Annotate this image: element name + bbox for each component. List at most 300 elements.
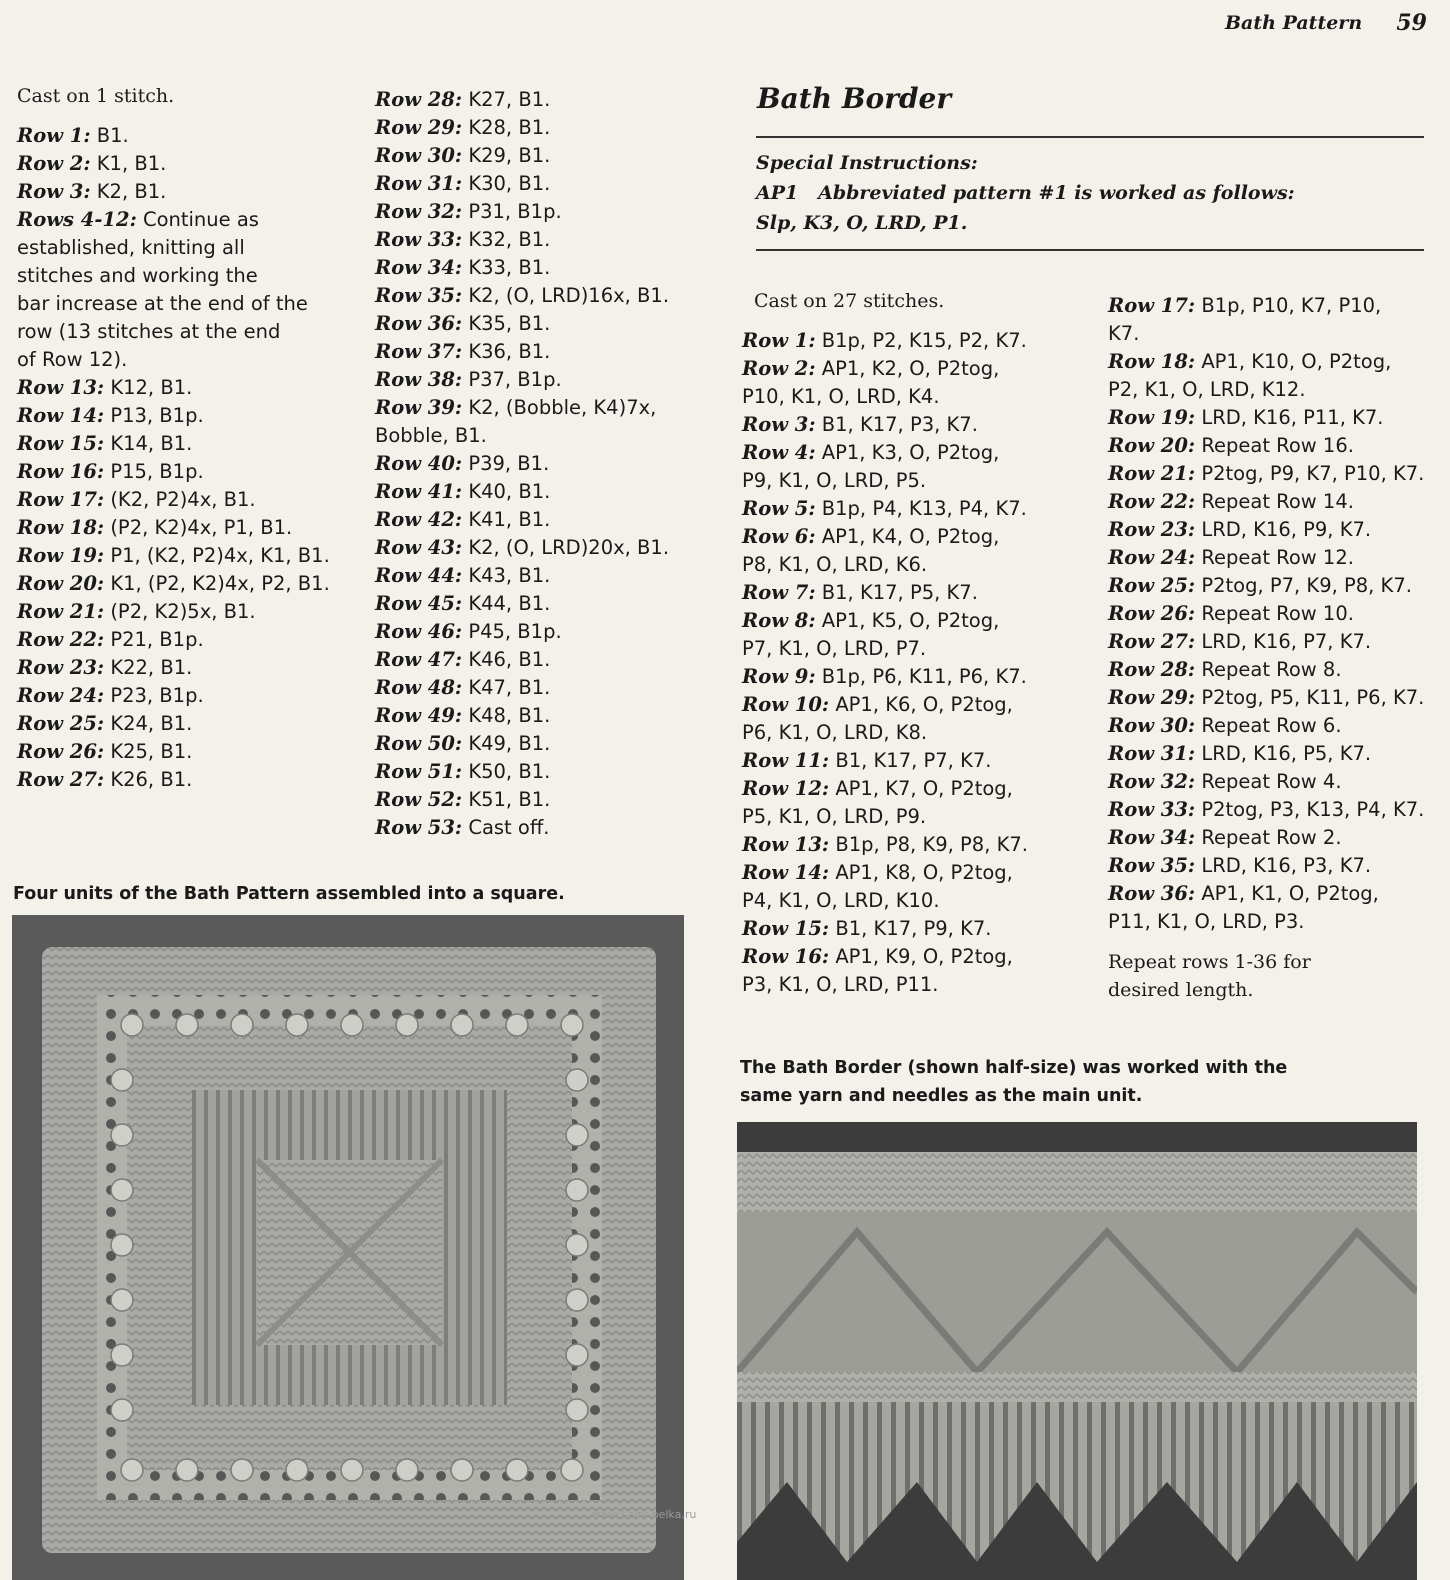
pattern-row (742, 943, 1082, 971)
row-instruction: P37, B1p. (462, 368, 562, 391)
pattern-row (17, 710, 357, 738)
row-label: Row 16: (742, 945, 830, 968)
row-instruction: of Row 12). (17, 348, 128, 371)
row-label: Row 2: (742, 357, 816, 380)
row-label: Row 4: (742, 441, 816, 464)
row-label: Row 48: (375, 676, 463, 699)
pattern-row (1108, 684, 1438, 712)
row-instruction: AP1, K9, O, P2tog, (829, 945, 1013, 968)
row-label: Row 36: (1108, 882, 1196, 905)
pattern-row (742, 327, 1082, 355)
pattern-row (742, 467, 1082, 495)
pattern-row (742, 719, 1082, 747)
pattern-row (375, 338, 715, 366)
row-instruction: P2, K1, O, LRD, K12. (1108, 378, 1306, 401)
row-label: Row 19: (17, 544, 105, 567)
row-instruction: P2tog, P3, K13, P4, K7. (1195, 798, 1425, 821)
row-label: Row 6: (742, 525, 816, 548)
pattern-row (742, 775, 1082, 803)
pattern-row (17, 402, 357, 430)
row-instruction: K29, B1. (462, 144, 551, 167)
row-instruction: AP1, K6, O, P2tog, (829, 693, 1013, 716)
row-instruction: P31, B1p. (462, 200, 562, 223)
pattern-row (17, 290, 357, 318)
pattern-row (1108, 852, 1438, 880)
row-instruction: K24, B1. (104, 712, 193, 735)
pattern-row (375, 310, 715, 338)
pattern-row (375, 478, 715, 506)
pattern-row (17, 570, 357, 598)
row-label: Row 34: (375, 256, 463, 279)
pattern-row (742, 495, 1082, 523)
row-instruction: B1p, P8, K9, P8, K7. (829, 833, 1028, 856)
watermark: www.Lady-belka.ru (592, 1508, 697, 1521)
pattern-row (1108, 488, 1438, 516)
row-instruction: AP1, K8, O, P2tog, (829, 861, 1013, 884)
pattern-row (17, 318, 357, 346)
row-instruction: B1p, P6, K11, P6, K7. (815, 665, 1027, 688)
row-label: Row 5: (742, 497, 816, 520)
pattern-row (1108, 516, 1438, 544)
row-instruction: (P2, K2)4x, P1, B1. (104, 516, 293, 539)
pattern-row (17, 514, 357, 542)
row-label: Row 21: (1108, 462, 1196, 485)
pattern-row (742, 971, 1082, 999)
row-instruction: K48, B1. (462, 704, 551, 727)
border-column-2 (1108, 292, 1438, 1004)
row-instruction: K32, B1. (462, 228, 551, 251)
row-label: Row 27: (1108, 630, 1196, 653)
square-caption: Four units of the Bath Pattern assembled into a square. (13, 884, 565, 904)
row-label: Row 17: (17, 488, 105, 511)
row-label: Row 41: (375, 480, 463, 503)
row-instruction: P11, K1, O, LRD, P3. (1108, 910, 1305, 933)
row-instruction: K47, B1. (462, 676, 551, 699)
cast-on-text: Cast on 27 stitches. (754, 290, 945, 312)
row-instruction: B1, K17, P5, K7. (815, 581, 978, 604)
row-instruction: P9, K1, O, LRD, P5. (742, 469, 927, 492)
pattern-row (742, 803, 1082, 831)
pattern-row (1108, 600, 1438, 628)
ap1-label: AP1 (756, 182, 799, 204)
pattern-row (375, 758, 715, 786)
knitted-square-photo (12, 915, 684, 1580)
row-instruction: LRD, K16, P9, K7. (1195, 518, 1372, 541)
pattern-row (1108, 628, 1438, 656)
row-instruction: K36, B1. (462, 340, 551, 363)
row-label: Row 23: (17, 656, 105, 679)
row-instruction: B1. (90, 124, 129, 147)
pattern-row (375, 254, 715, 282)
row-instruction: K1, B1. (90, 152, 167, 175)
pattern-row (1108, 740, 1438, 768)
ap1-text: Abbreviated pattern #1 is worked as follows: (818, 182, 1295, 204)
row-list (1108, 292, 1438, 936)
row-label: Row 11: (742, 749, 830, 772)
row-instruction: K50, B1. (462, 760, 551, 783)
pattern-row (17, 234, 357, 262)
pattern-row (375, 142, 715, 170)
pattern-row (375, 786, 715, 814)
pattern-row (375, 618, 715, 646)
pattern-row (742, 691, 1082, 719)
pattern-row (17, 150, 357, 178)
row-list (17, 122, 357, 794)
row-instruction: Repeat Row 4. (1195, 770, 1342, 793)
row-instruction: Repeat Row 16. (1195, 434, 1354, 457)
row-label: Row 47: (375, 648, 463, 671)
pattern-row (375, 814, 715, 842)
row-label: Row 51: (375, 760, 463, 783)
pattern-row (17, 346, 357, 374)
pattern-row (375, 646, 715, 674)
row-instruction: K22, B1. (104, 656, 193, 679)
pattern-row (742, 579, 1082, 607)
row-label: Row 45: (375, 592, 463, 615)
row-label: Row 14: (17, 404, 105, 427)
pattern-row (375, 590, 715, 618)
row-label: Rows 4-12: (17, 208, 137, 231)
pattern-row (742, 915, 1082, 943)
repeat-note (1108, 948, 1438, 1004)
pattern-row (17, 766, 357, 794)
pattern-row (375, 198, 715, 226)
row-instruction: K49, B1. (462, 732, 551, 755)
row-instruction: Repeat Row 10. (1195, 602, 1354, 625)
row-label: Row 8: (742, 609, 816, 632)
pattern-row (1108, 544, 1438, 572)
row-instruction: Repeat Row 8. (1195, 658, 1342, 681)
row-label: Row 50: (375, 732, 463, 755)
pattern-row (742, 663, 1082, 691)
row-label: Row 25: (17, 712, 105, 735)
row-instruction: P13, B1p. (104, 404, 204, 427)
row-label: Row 25: (1108, 574, 1196, 597)
row-label: Row 3: (17, 180, 91, 203)
row-instruction: K26, B1. (104, 768, 193, 791)
pattern-row (375, 534, 715, 562)
pattern-row (17, 654, 357, 682)
divider (756, 249, 1424, 251)
cast-on-text: Cast on 1 stitch. (17, 85, 175, 107)
pattern-row (375, 226, 715, 254)
row-label: Row 29: (1108, 686, 1196, 709)
row-instruction: established, knitting all (17, 236, 245, 259)
row-instruction: LRD, K16, P7, K7. (1195, 630, 1372, 653)
row-instruction: (P2, K2)5x, B1. (104, 600, 256, 623)
pattern-row (17, 738, 357, 766)
row-instruction: P2tog, P5, K11, P6, K7. (1195, 686, 1425, 709)
pattern-column-2 (375, 86, 715, 842)
pattern-row (17, 682, 357, 710)
row-instruction: K1, (P2, K2)4x, P2, B1. (104, 572, 330, 595)
row-label: Row 7: (742, 581, 816, 604)
pattern-row (742, 635, 1082, 663)
border-caption-line: The Bath Border (shown half-size) was worked with the (740, 1058, 1288, 1078)
row-instruction: K27, B1. (462, 88, 551, 111)
row-instruction: P39, B1. (462, 452, 550, 475)
pattern-row (375, 450, 715, 478)
row-label: Row 17: (1108, 294, 1196, 317)
pattern-row (742, 411, 1082, 439)
row-instruction: K2, (O, LRD)20x, B1. (462, 536, 670, 559)
pattern-row (1108, 572, 1438, 600)
pattern-row (1108, 796, 1438, 824)
row-label: Row 14: (742, 861, 830, 884)
pattern-row (1108, 460, 1438, 488)
pattern-row (375, 702, 715, 730)
row-label: Row 9: (742, 665, 816, 688)
pattern-row (17, 122, 357, 150)
row-label: Row 44: (375, 564, 463, 587)
row-instruction: K33, B1. (462, 256, 551, 279)
pattern-row (375, 422, 715, 450)
row-instruction: AP1, K5, O, P2tog, (815, 609, 1000, 632)
pattern-row (742, 831, 1082, 859)
pattern-row (375, 86, 715, 114)
row-label: Row 18: (17, 516, 105, 539)
row-label: Row 30: (1108, 714, 1196, 737)
row-label: Row 49: (375, 704, 463, 727)
row-label: Row 31: (1108, 742, 1196, 765)
row-instruction: (K2, P2)4x, B1. (104, 488, 256, 511)
row-label: Row 42: (375, 508, 463, 531)
pattern-column-1 (17, 82, 357, 794)
row-instruction: K41, B1. (462, 508, 551, 531)
row-instruction: Bobble, B1. (375, 424, 487, 447)
row-label: Row 39: (375, 396, 463, 419)
row-instruction: K12, B1. (104, 376, 193, 399)
pattern-row (1108, 656, 1438, 684)
row-label: Row 46: (375, 620, 463, 643)
pattern-row (1108, 320, 1438, 348)
pattern-row (17, 206, 357, 234)
border-column-1 (742, 287, 1082, 999)
row-label: Row 15: (742, 917, 830, 940)
pattern-row (742, 383, 1082, 411)
row-label: Row 1: (742, 329, 816, 352)
row-label: Row 33: (1108, 798, 1196, 821)
pattern-row (375, 114, 715, 142)
row-label: Row 24: (17, 684, 105, 707)
row-instruction: K25, B1. (104, 740, 193, 763)
row-label: Row 34: (1108, 826, 1196, 849)
row-instruction: P3, K1, O, LRD, P11. (742, 973, 939, 996)
row-instruction: P45, B1p. (462, 620, 562, 643)
row-instruction: P7, K1, O, LRD, P7. (742, 637, 927, 660)
knitted-border-photo (737, 1122, 1417, 1580)
border-caption (740, 1054, 1287, 1110)
pattern-row (1108, 908, 1438, 936)
row-instruction: Repeat Row 6. (1195, 714, 1342, 737)
pattern-row (742, 439, 1082, 467)
row-label: Row 27: (17, 768, 105, 791)
row-instruction: AP1, K3, O, P2tog, (815, 441, 1000, 464)
row-instruction: AP1, K2, O, P2tog, (815, 357, 1000, 380)
row-instruction: bar increase at the end of the (17, 292, 308, 315)
pattern-row (1108, 292, 1438, 320)
row-label: Row 16: (17, 460, 105, 483)
row-label: Row 18: (1108, 350, 1196, 373)
row-label: Row 2: (17, 152, 91, 175)
row-instruction: K44, B1. (462, 592, 551, 615)
pattern-row (17, 458, 357, 486)
pattern-row (375, 282, 715, 310)
ap1-line (756, 178, 1295, 208)
pattern-row (375, 506, 715, 534)
row-list (375, 86, 715, 842)
row-instruction: P2tog, P7, K9, P8, K7. (1195, 574, 1412, 597)
row-instruction: K14, B1. (104, 432, 193, 455)
row-instruction: P15, B1p. (104, 460, 204, 483)
row-label: Row 22: (17, 628, 105, 651)
row-instruction: AP1, K10, O, P2tog, (1195, 350, 1392, 373)
row-instruction: P6, K1, O, LRD, K8. (742, 721, 928, 744)
row-label: Row 19: (1108, 406, 1196, 429)
pattern-row (17, 430, 357, 458)
divider (756, 136, 1424, 138)
pattern-row (17, 542, 357, 570)
row-label: Row 26: (17, 740, 105, 763)
row-instruction: AP1, K1, O, P2tog, (1195, 882, 1379, 905)
pattern-row (375, 562, 715, 590)
pattern-row (1108, 348, 1438, 376)
row-label: Row 28: (1108, 658, 1196, 681)
row-label: Row 53: (375, 816, 463, 839)
special-instructions (756, 148, 1295, 238)
row-instruction: Cast off. (462, 816, 550, 839)
pattern-row (17, 626, 357, 654)
section-title: Bath Border (757, 82, 952, 115)
page-number: 59 (1396, 10, 1427, 36)
row-label: Row 40: (375, 452, 463, 475)
row-label: Row 3: (742, 413, 816, 436)
row-instruction: P5, K1, O, LRD, P9. (742, 805, 927, 828)
row-instruction: B1p, P2, K15, P2, K7. (815, 329, 1027, 352)
pattern-row (742, 551, 1082, 579)
special-heading: Special Instructions: (756, 152, 978, 174)
pattern-row (742, 859, 1082, 887)
row-label: Row 1: (17, 124, 91, 147)
row-instruction: B1p, P10, K7, P10, (1195, 294, 1382, 317)
row-label: Row 24: (1108, 546, 1196, 569)
running-head (1225, 8, 1435, 38)
row-instruction: LRD, K16, P5, K7. (1195, 742, 1372, 765)
pattern-row (1108, 712, 1438, 740)
row-instruction: LRD, K16, P11, K7. (1195, 406, 1384, 429)
row-label: Row 36: (375, 312, 463, 335)
row-label: Row 35: (1108, 854, 1196, 877)
row-label: Row 52: (375, 788, 463, 811)
pattern-row (375, 394, 715, 422)
row-label: Row 15: (17, 432, 105, 455)
row-instruction: K51, B1. (462, 788, 551, 811)
row-instruction: P10, K1, O, LRD, K4. (742, 385, 940, 408)
pattern-row (742, 607, 1082, 635)
row-instruction: P8, K1, O, LRD, K6. (742, 553, 928, 576)
row-instruction: P1, (K2, P2)4x, K1, B1. (104, 544, 330, 567)
row-instruction: B1, K17, P3, K7. (815, 413, 978, 436)
pattern-row (375, 730, 715, 758)
pattern-row (1108, 404, 1438, 432)
pattern-row (17, 486, 357, 514)
border-caption-line: same yarn and needles as the main unit. (740, 1086, 1143, 1106)
repeat-note-line: desired length. (1108, 979, 1254, 1001)
pattern-row (742, 887, 1082, 915)
row-label: Row 23: (1108, 518, 1196, 541)
row-instruction: K35, B1. (462, 312, 551, 335)
row-instruction: Repeat Row 2. (1195, 826, 1342, 849)
row-label: Row 22: (1108, 490, 1196, 513)
pattern-row (1108, 376, 1438, 404)
row-list (742, 327, 1082, 999)
row-label: Row 21: (17, 600, 105, 623)
row-label: Row 31: (375, 172, 463, 195)
pattern-row (17, 262, 357, 290)
pattern-row (742, 523, 1082, 551)
row-label: Row 33: (375, 228, 463, 251)
row-instruction: K2, B1. (90, 180, 167, 203)
row-instruction: K7. (1108, 322, 1140, 345)
repeat-note-line: Repeat rows 1-36 for (1108, 951, 1311, 973)
row-instruction: K43, B1. (462, 564, 551, 587)
pattern-row (17, 178, 357, 206)
pattern-row (17, 598, 357, 626)
pattern-row (742, 747, 1082, 775)
row-label: Row 20: (1108, 434, 1196, 457)
row-instruction: row (13 stitches at the end (17, 320, 281, 343)
row-instruction: K46, B1. (462, 648, 551, 671)
row-instruction: B1, K17, P9, K7. (829, 917, 992, 940)
knitted-square-image (12, 915, 684, 1580)
row-instruction: B1p, P4, K13, P4, K7. (815, 497, 1027, 520)
pattern-row (1108, 824, 1438, 852)
row-label: Row 10: (742, 693, 830, 716)
row-label: Row 43: (375, 536, 463, 559)
row-label: Row 38: (375, 368, 463, 391)
pattern-row (375, 170, 715, 198)
ap1-steps: Slp, K3, O, LRD, P1. (756, 212, 968, 234)
row-instruction: stitches and working the (17, 264, 258, 287)
row-instruction: P21, B1p. (104, 628, 204, 651)
row-label: Row 32: (375, 200, 463, 223)
row-instruction: K40, B1. (462, 480, 551, 503)
row-instruction: P2tog, P9, K7, P10, K7. (1195, 462, 1425, 485)
row-instruction: K28, B1. (462, 116, 551, 139)
row-label: Row 37: (375, 340, 463, 363)
row-instruction: K2, (O, LRD)16x, B1. (462, 284, 670, 307)
row-instruction: LRD, K16, P3, K7. (1195, 854, 1372, 877)
running-head-title: Bath Pattern (1225, 12, 1363, 34)
pattern-row (375, 366, 715, 394)
row-instruction: P23, B1p. (104, 684, 204, 707)
row-instruction: Continue as (136, 208, 259, 231)
knitted-border-image (737, 1122, 1417, 1580)
row-label: Row 35: (375, 284, 463, 307)
row-instruction: K2, (Bobble, K4)7x, (462, 396, 657, 419)
row-label: Row 29: (375, 116, 463, 139)
row-label: Row 12: (742, 777, 830, 800)
pattern-row (742, 355, 1082, 383)
row-label: Row 28: (375, 88, 463, 111)
pattern-row (17, 374, 357, 402)
pattern-row (1108, 768, 1438, 796)
row-instruction: AP1, K7, O, P2tog, (829, 777, 1013, 800)
row-label: Row 20: (17, 572, 105, 595)
row-instruction: Repeat Row 14. (1195, 490, 1354, 513)
row-label: Row 26: (1108, 602, 1196, 625)
row-label: Row 32: (1108, 770, 1196, 793)
